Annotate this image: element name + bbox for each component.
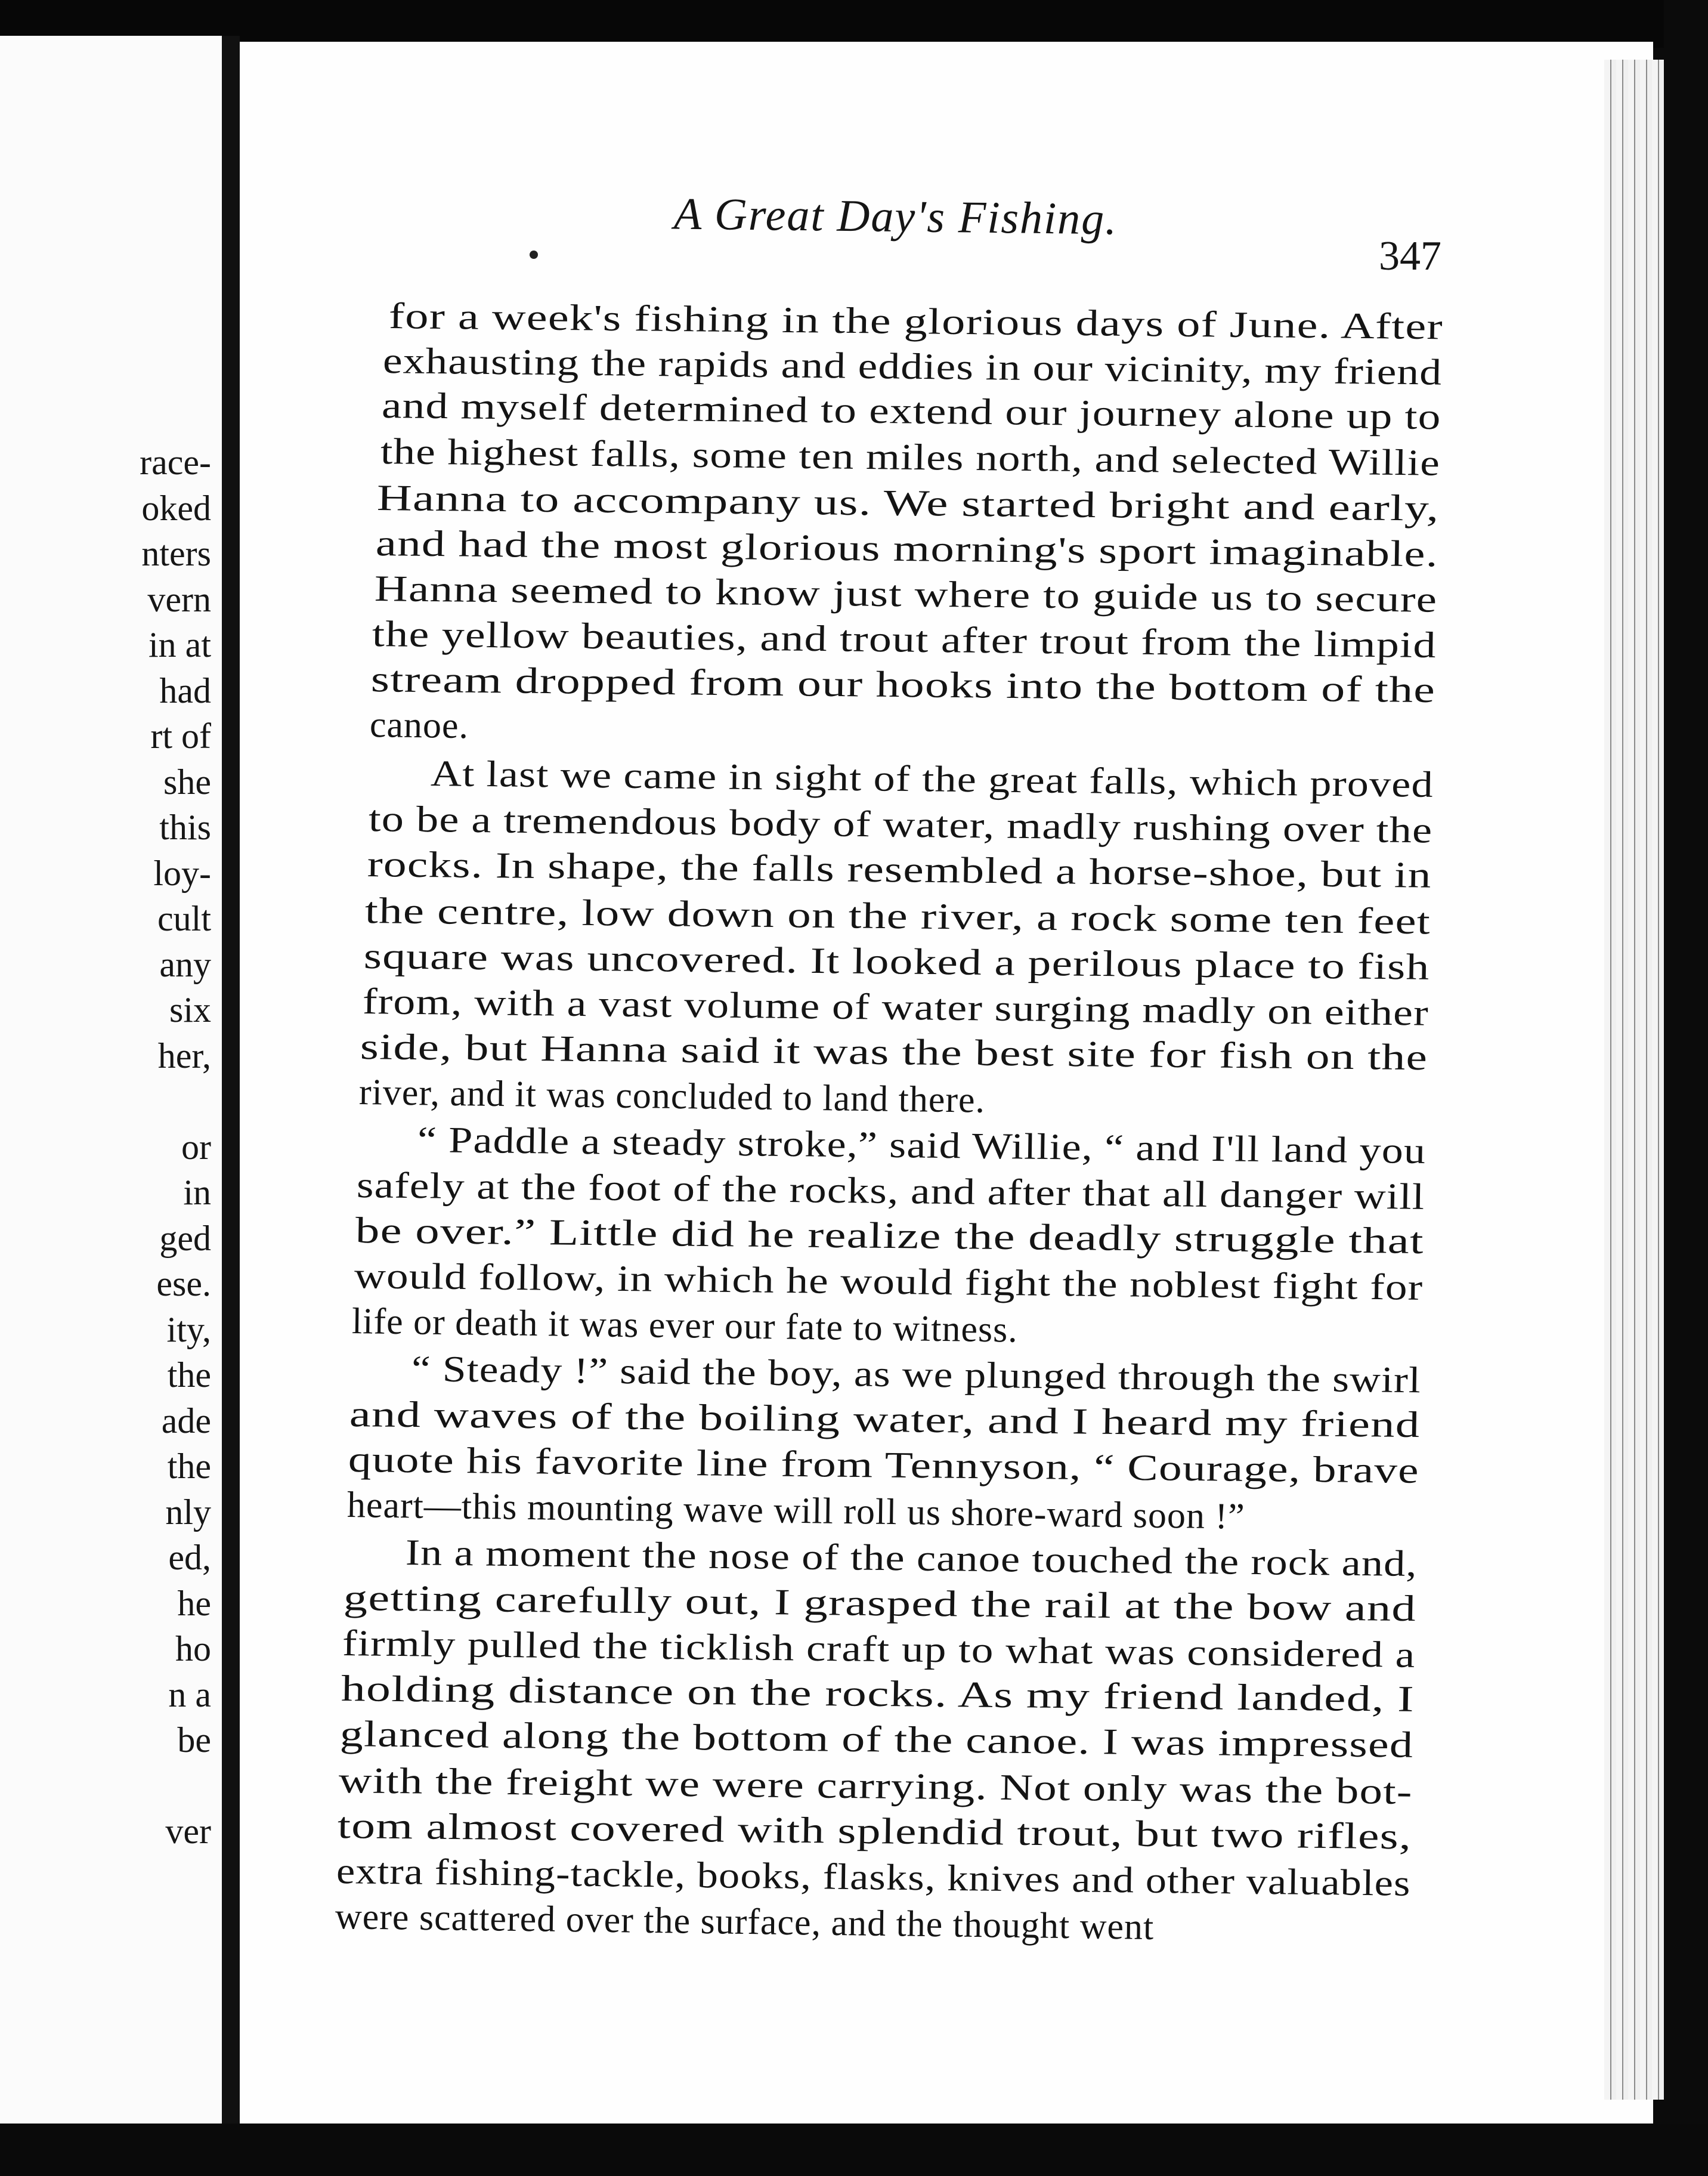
- running-head: A Great Day's Fishing.: [673, 188, 1118, 245]
- text-line: firmly pulled the ticklish craft up to what was considered a: [342, 1623, 1416, 1676]
- text-line: tom almost covered with splendid trout, but two rifles,: [337, 1806, 1412, 1857]
- text-line: were scattered over the surface, and the thought went: [335, 1896, 1155, 1948]
- facing-text-fragment: n a: [168, 1674, 211, 1714]
- text-line: to be a tremendous body of water, madly rushing over the: [368, 799, 1433, 851]
- text-line: square was uncovered. It looked a perilous place to fish: [363, 936, 1431, 988]
- text-line: rocks. In shape, the falls resembled a horse-shoe, but in: [367, 844, 1432, 896]
- text-line: safely at the foot of the rocks, and after that all danger will: [356, 1165, 1425, 1217]
- facing-text-fragment: ho: [175, 1629, 211, 1668]
- facing-text-fragment: her,: [157, 1036, 211, 1075]
- page-number: 347: [1379, 233, 1441, 279]
- text-line: the yellow beauties, and trout after trout from the limpid: [372, 614, 1437, 666]
- facing-text-fragment: had: [159, 670, 211, 710]
- facing-text-fragment: she: [163, 762, 211, 802]
- facing-text-fragment: ged: [159, 1218, 211, 1258]
- text-line: quote his favorite line from Tennyson, “ Courage, brave: [348, 1439, 1420, 1491]
- text-line: Hanna seemed to know just where to guide us to secure: [374, 568, 1438, 620]
- facing-text-fragment: the: [167, 1446, 211, 1486]
- facing-text-fragment: loy-: [153, 853, 211, 893]
- text-line: In a moment the nose of the canoe touched the rock and,: [405, 1532, 1418, 1585]
- text-line: extra fishing-tackle, books, flasks, knives and other valuables: [336, 1851, 1412, 1904]
- text-line: and waves of the boiling water, and I heard my friend: [349, 1394, 1421, 1446]
- facing-text-fragment: six: [169, 990, 211, 1030]
- text-line: the highest falls, some ten miles north, and selected Willie: [380, 431, 1441, 484]
- facing-text-fragment: this: [159, 808, 211, 847]
- text-line: “ Steady !” said the boy, as we plunged through the swirl: [411, 1349, 1422, 1401]
- facing-text-fragment: rt of: [150, 716, 211, 756]
- text-line: and had the most glorious morning's sport imaginable.: [375, 523, 1439, 575]
- facing-text-fragment: ver: [165, 1812, 211, 1851]
- facing-text-fragment: ade: [161, 1401, 211, 1441]
- text-line: be over.” Little did he realize the deadly struggle that: [355, 1210, 1425, 1262]
- text-line: holding distance on the rocks. As my friend landed, I: [341, 1668, 1415, 1720]
- facing-text-fragment: be: [177, 1720, 211, 1760]
- facing-text-fragment: nters: [141, 534, 211, 573]
- facing-text-fragment: ed,: [168, 1538, 211, 1577]
- text-line: would follow, in which he would fight the noblest fight for: [354, 1256, 1424, 1308]
- text-line: for a week's fishing in the glorious days of June. After: [388, 296, 1444, 348]
- text-line: and myself determined to extend our journey alone up to: [381, 385, 1442, 438]
- facing-text-fragment: oked: [141, 488, 211, 528]
- facing-text-fragment: nly: [165, 1492, 211, 1532]
- facing-text-fragment: vern: [147, 579, 211, 619]
- text-line: life or death it was ever our fate to witness.: [351, 1301, 1019, 1350]
- text-line: stream dropped from our hooks into the bottom of the: [370, 659, 1436, 711]
- text-line: glanced along the bottom of the canoe. I was impressed: [339, 1714, 1414, 1766]
- text-line: with the freight we were carrying. Not only was the bot-: [338, 1760, 1413, 1813]
- facing-text-fragment: the: [167, 1355, 211, 1395]
- text-line: heart—this mounting wave will roll us shore-ward soon !”: [346, 1485, 1246, 1537]
- text-line: Hanna to accompany us. We started bright and early,: [376, 478, 1440, 529]
- facing-text-fragment: he: [177, 1583, 211, 1623]
- text-line: side, but Hanna said it was the best site for fish on the: [360, 1027, 1428, 1078]
- facing-text-fragment: any: [159, 944, 211, 984]
- facing-text-fragment: ity,: [166, 1309, 211, 1349]
- text-line: canoe.: [369, 704, 469, 747]
- text-line: the centre, low down on the river, a rock some ten feet: [364, 891, 1431, 942]
- facing-text-fragment: race-: [140, 443, 211, 482]
- text-line: getting carefully out, I grasped the rail at the bow and: [343, 1578, 1417, 1630]
- text-line: from, with a vast volume of water surging madly on either: [362, 981, 1429, 1034]
- facing-text-fragment: or: [181, 1127, 211, 1167]
- facing-text-fragment: in: [183, 1173, 211, 1212]
- facing-text-fragment: ese.: [156, 1264, 211, 1303]
- text-line: “ Paddle a steady stroke,” said Willie, “ and I'll land you: [417, 1120, 1427, 1172]
- text-line: At last we came in sight of the great falls, which proved: [430, 753, 1434, 805]
- text-line: river, and it was concluded to land there.: [358, 1072, 986, 1121]
- text-line: exhausting the rapids and eddies in our vicinity, my friend: [382, 341, 1443, 393]
- facing-text-fragment: cult: [157, 899, 211, 938]
- facing-text-fragment: in at: [148, 625, 211, 664]
